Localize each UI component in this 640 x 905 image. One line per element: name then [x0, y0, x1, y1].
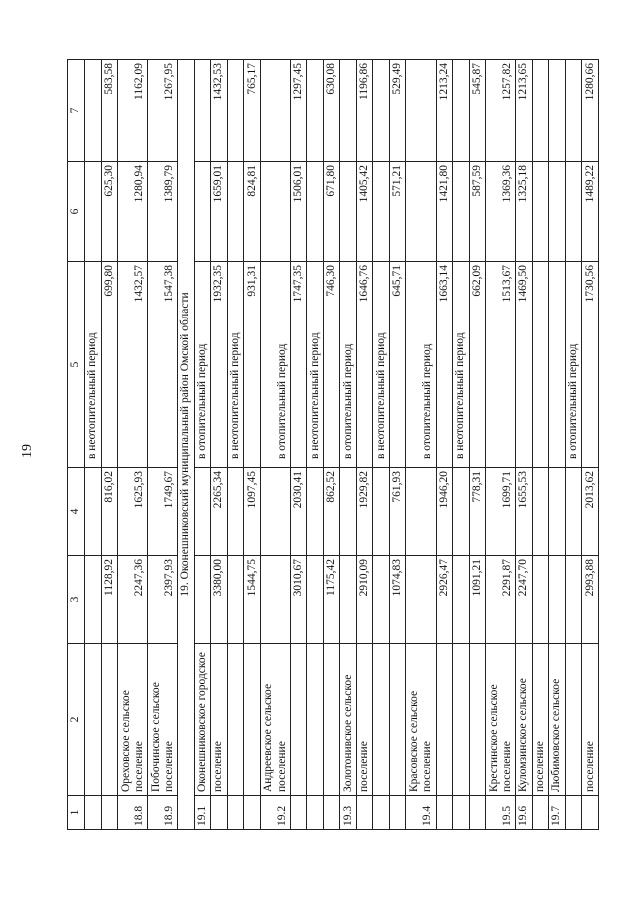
row-index — [469, 796, 486, 830]
tariff-value: 2397,93 — [148, 556, 178, 644]
settlement-name — [469, 644, 486, 796]
tariff-value — [565, 162, 582, 262]
period-label: в отопительный период — [406, 262, 436, 468]
table-row — [307, 60, 324, 830]
settlement-name — [565, 644, 582, 796]
row-index — [389, 796, 406, 830]
tariff-value: 1405,42 — [356, 162, 373, 262]
table-row — [356, 60, 373, 830]
row-index — [307, 796, 324, 830]
settlement-name: Красовское сельское поселение — [406, 644, 436, 796]
tariff-value: 2013,62 — [582, 468, 599, 556]
tariff-value: 1257,82 — [486, 60, 516, 162]
tariff-value — [453, 60, 470, 162]
row-index: 19.5 — [486, 796, 516, 830]
table-row — [227, 60, 244, 830]
settlement-name: поселение — [582, 644, 599, 796]
tariff-value: 1747,35 — [290, 262, 307, 468]
tariff-value — [85, 468, 102, 556]
tariff-value — [532, 162, 549, 262]
tariff-value — [85, 162, 102, 262]
tariff-value: 1699,71 — [486, 468, 516, 556]
tariff-value: 1730,56 — [582, 262, 599, 468]
row-index — [101, 796, 118, 830]
tariff-value: 1280,66 — [582, 60, 599, 162]
table-row — [389, 60, 406, 830]
col-header-7: 7 — [68, 60, 85, 162]
tariff-value: 2247,70 — [516, 556, 533, 644]
tariff-value: 761,93 — [389, 468, 406, 556]
tariff-value: 1513,67 — [486, 262, 516, 468]
tariff-value: 3010,67 — [290, 556, 307, 644]
tariff-value: 1213,24 — [436, 60, 453, 162]
settlement-name: Золотонивское сельское — [340, 644, 357, 796]
tariff-value — [549, 262, 566, 468]
tariff-value: 2910,09 — [356, 556, 373, 644]
tariff-value — [453, 556, 470, 644]
district-row — [178, 60, 195, 830]
period-label: в отопительный период — [260, 262, 290, 468]
tariff-table — [67, 59, 599, 830]
tariff-value: 1932,35 — [211, 262, 228, 468]
tariff-value: 824,81 — [244, 162, 261, 262]
settlement-name: Побочинское сельское поселение — [148, 644, 178, 796]
table-row — [436, 60, 453, 830]
tariff-value: 1489,22 — [582, 162, 599, 262]
settlement-name: Куломзинское сельское — [516, 644, 533, 796]
tariff-value — [549, 556, 566, 644]
tariff-value — [260, 60, 290, 162]
tariff-value — [565, 60, 582, 162]
settlement-name: Ореховское сельское поселение — [118, 644, 148, 796]
tariff-value: 1663,14 — [436, 262, 453, 468]
settlement-name: поселение — [211, 644, 228, 796]
tariff-value: 1074,83 — [389, 556, 406, 644]
settlement-name — [290, 644, 307, 796]
tariff-value: 1369,36 — [486, 162, 516, 262]
tariff-value: 1929,82 — [356, 468, 373, 556]
tariff-value — [85, 556, 102, 644]
tariff-value: 671,80 — [323, 162, 340, 262]
table-body — [85, 60, 599, 830]
tariff-value — [453, 162, 470, 262]
table-row — [453, 60, 470, 830]
tariff-value: 2993,88 — [582, 556, 599, 644]
district-title: 19. Оконешниковский муниципальный район Омской области — [178, 60, 195, 830]
tariff-value — [307, 556, 324, 644]
tariff-value: 1625,93 — [118, 468, 148, 556]
tariff-value: 1280,94 — [118, 162, 148, 262]
tariff-value: 1946,20 — [436, 468, 453, 556]
tariff-value — [194, 60, 211, 162]
tariff-value: 816,02 — [101, 468, 118, 556]
settlement-name — [436, 644, 453, 796]
table-row — [323, 60, 340, 830]
tariff-value: 625,30 — [101, 162, 118, 262]
tariff-value — [194, 468, 211, 556]
tariff-value: 2291,87 — [486, 556, 516, 644]
tariff-value — [227, 556, 244, 644]
col-header-2: 2 — [68, 644, 85, 796]
row-index — [565, 796, 582, 830]
period-label: в неотопительный период — [453, 262, 470, 468]
tariff-value — [227, 60, 244, 162]
settlement-name — [101, 644, 118, 796]
settlement-name — [307, 644, 324, 796]
tariff-value — [227, 162, 244, 262]
tariff-value — [227, 468, 244, 556]
row-index — [436, 796, 453, 830]
tariff-value: 2265,34 — [211, 468, 228, 556]
tariff-value — [373, 60, 390, 162]
tariff-value: 1544,75 — [244, 556, 261, 644]
tariff-value: 1469,50 — [516, 262, 533, 468]
tariff-value: 765,17 — [244, 60, 261, 162]
tariff-value: 1659,01 — [211, 162, 228, 262]
row-index — [323, 796, 340, 830]
table-row — [290, 60, 307, 830]
tariff-value: 571,21 — [389, 162, 406, 262]
tariff-value — [549, 468, 566, 556]
tariff-value: 1421,80 — [436, 162, 453, 262]
tariff-value: 1267,95 — [148, 60, 178, 162]
period-label: в неотопительный период — [373, 262, 390, 468]
row-index: 19.3 — [340, 796, 357, 830]
tariff-value: 1091,21 — [469, 556, 486, 644]
tariff-value: 1655,53 — [516, 468, 533, 556]
tariff-value: 1297,45 — [290, 60, 307, 162]
header-row — [68, 60, 85, 830]
tariff-value: 1749,67 — [148, 468, 178, 556]
period-label: в неотопительный период — [85, 262, 102, 468]
tariff-value: 699,80 — [101, 262, 118, 468]
tariff-value: 1128,92 — [101, 556, 118, 644]
settlement-name — [323, 644, 340, 796]
tariff-value: 1213,65 — [516, 60, 533, 162]
table-row — [148, 60, 178, 830]
tariff-value: 1646,76 — [356, 262, 373, 468]
tariff-value: 662,09 — [469, 262, 486, 468]
tariff-value — [85, 60, 102, 162]
tariff-value — [260, 556, 290, 644]
row-index — [85, 796, 102, 830]
tariff-value — [260, 468, 290, 556]
tariff-value — [565, 556, 582, 644]
period-label: в отопительный период — [194, 262, 211, 468]
tariff-value: 645,71 — [389, 262, 406, 468]
row-index — [227, 796, 244, 830]
settlement-name — [373, 644, 390, 796]
table-row — [118, 60, 148, 830]
row-index: 19.2 — [260, 796, 290, 830]
tariff-value: 583,58 — [101, 60, 118, 162]
tariff-value — [307, 162, 324, 262]
table-row — [469, 60, 486, 830]
row-index: 19.6 — [516, 796, 533, 830]
tariff-value — [340, 468, 357, 556]
tariff-value: 1325,18 — [516, 162, 533, 262]
tariff-value — [307, 60, 324, 162]
table-row — [532, 60, 549, 830]
settlement-name: поселение — [356, 644, 373, 796]
col-header-4: 4 — [68, 468, 85, 556]
col-header-5: 5 — [68, 262, 85, 468]
period-label: в отопительный период — [565, 262, 582, 468]
tariff-value — [340, 162, 357, 262]
row-index: 18.9 — [148, 796, 178, 830]
tariff-value: 746,30 — [323, 262, 340, 468]
tariff-value — [340, 60, 357, 162]
period-label: в неотопительный период — [227, 262, 244, 468]
col-header-1: 1 — [68, 796, 85, 830]
table-row — [406, 60, 436, 830]
tariff-value: 3380,00 — [211, 556, 228, 644]
tariff-value — [565, 468, 582, 556]
tariff-value: 1432,57 — [118, 262, 148, 468]
tariff-value — [194, 556, 211, 644]
tariff-value: 1162,09 — [118, 60, 148, 162]
tariff-value — [373, 162, 390, 262]
table-row — [211, 60, 228, 830]
row-index: 19.7 — [549, 796, 566, 830]
tariff-value: 1196,86 — [356, 60, 373, 162]
table-row — [565, 60, 582, 830]
tariff-value: 2247,36 — [118, 556, 148, 644]
settlement-name — [453, 644, 470, 796]
tariff-value — [260, 162, 290, 262]
tariff-value: 2030,41 — [290, 468, 307, 556]
tariff-value — [373, 556, 390, 644]
tariff-value — [406, 468, 436, 556]
tariff-value: 778,31 — [469, 468, 486, 556]
row-index: 19.4 — [406, 796, 436, 830]
col-header-3: 3 — [68, 556, 85, 644]
tariff-value — [532, 262, 549, 468]
table-row — [373, 60, 390, 830]
table-row — [194, 60, 211, 830]
table-row — [244, 60, 261, 830]
row-index — [290, 796, 307, 830]
tariff-value: 1389,79 — [148, 162, 178, 262]
settlement-name: поселение — [532, 644, 549, 796]
settlement-name — [85, 644, 102, 796]
period-label: в неотопительный период — [307, 262, 324, 468]
tariff-value: 630,08 — [323, 60, 340, 162]
settlement-name: Оконешниковское городское — [194, 644, 211, 796]
tariff-value: 2926,47 — [436, 556, 453, 644]
row-index — [453, 796, 470, 830]
tariff-value — [549, 60, 566, 162]
table-row — [549, 60, 566, 830]
tariff-value — [406, 162, 436, 262]
settlement-name — [244, 644, 261, 796]
tariff-value: 587,59 — [469, 162, 486, 262]
tariff-value: 1097,45 — [244, 468, 261, 556]
table-row — [486, 60, 516, 830]
table-row — [340, 60, 357, 830]
tariff-value — [532, 556, 549, 644]
tariff-value: 862,52 — [323, 468, 340, 556]
period-label: в отопительный период — [340, 262, 357, 468]
col-header-6: 6 — [68, 162, 85, 262]
tariff-value — [532, 60, 549, 162]
table-row — [582, 60, 599, 830]
settlement-name — [227, 644, 244, 796]
tariff-value — [406, 556, 436, 644]
tariff-value: 545,87 — [469, 60, 486, 162]
tariff-value — [307, 468, 324, 556]
table-row — [260, 60, 290, 830]
row-index — [582, 796, 599, 830]
tariff-value — [532, 468, 549, 556]
tariff-table-rotated — [67, 60, 599, 830]
page-number: 19 — [20, 444, 35, 458]
row-index — [373, 796, 390, 830]
tariff-value — [373, 468, 390, 556]
tariff-value: 529,49 — [389, 60, 406, 162]
row-index — [356, 796, 373, 830]
row-index — [244, 796, 261, 830]
tariff-value — [194, 162, 211, 262]
settlement-name: Крестинское сельское поселение — [486, 644, 516, 796]
tariff-value: 1175,42 — [323, 556, 340, 644]
tariff-value: 931,31 — [244, 262, 261, 468]
tariff-value — [406, 60, 436, 162]
row-index: 19.1 — [194, 796, 211, 830]
row-index — [211, 796, 228, 830]
tariff-value: 1432,53 — [211, 60, 228, 162]
tariff-value: 1547,38 — [148, 262, 178, 468]
tariff-value: 1506,01 — [290, 162, 307, 262]
tariff-value — [340, 556, 357, 644]
tariff-value — [549, 162, 566, 262]
tariff-value — [453, 468, 470, 556]
row-index — [532, 796, 549, 830]
row-index: 18.8 — [118, 796, 148, 830]
table-row — [516, 60, 533, 830]
settlement-name: Любимовское сельское — [549, 644, 566, 796]
table-row — [101, 60, 118, 830]
settlement-name: Андреевское сельское поселение — [260, 644, 290, 796]
settlement-name — [389, 644, 406, 796]
table-row — [85, 60, 102, 830]
